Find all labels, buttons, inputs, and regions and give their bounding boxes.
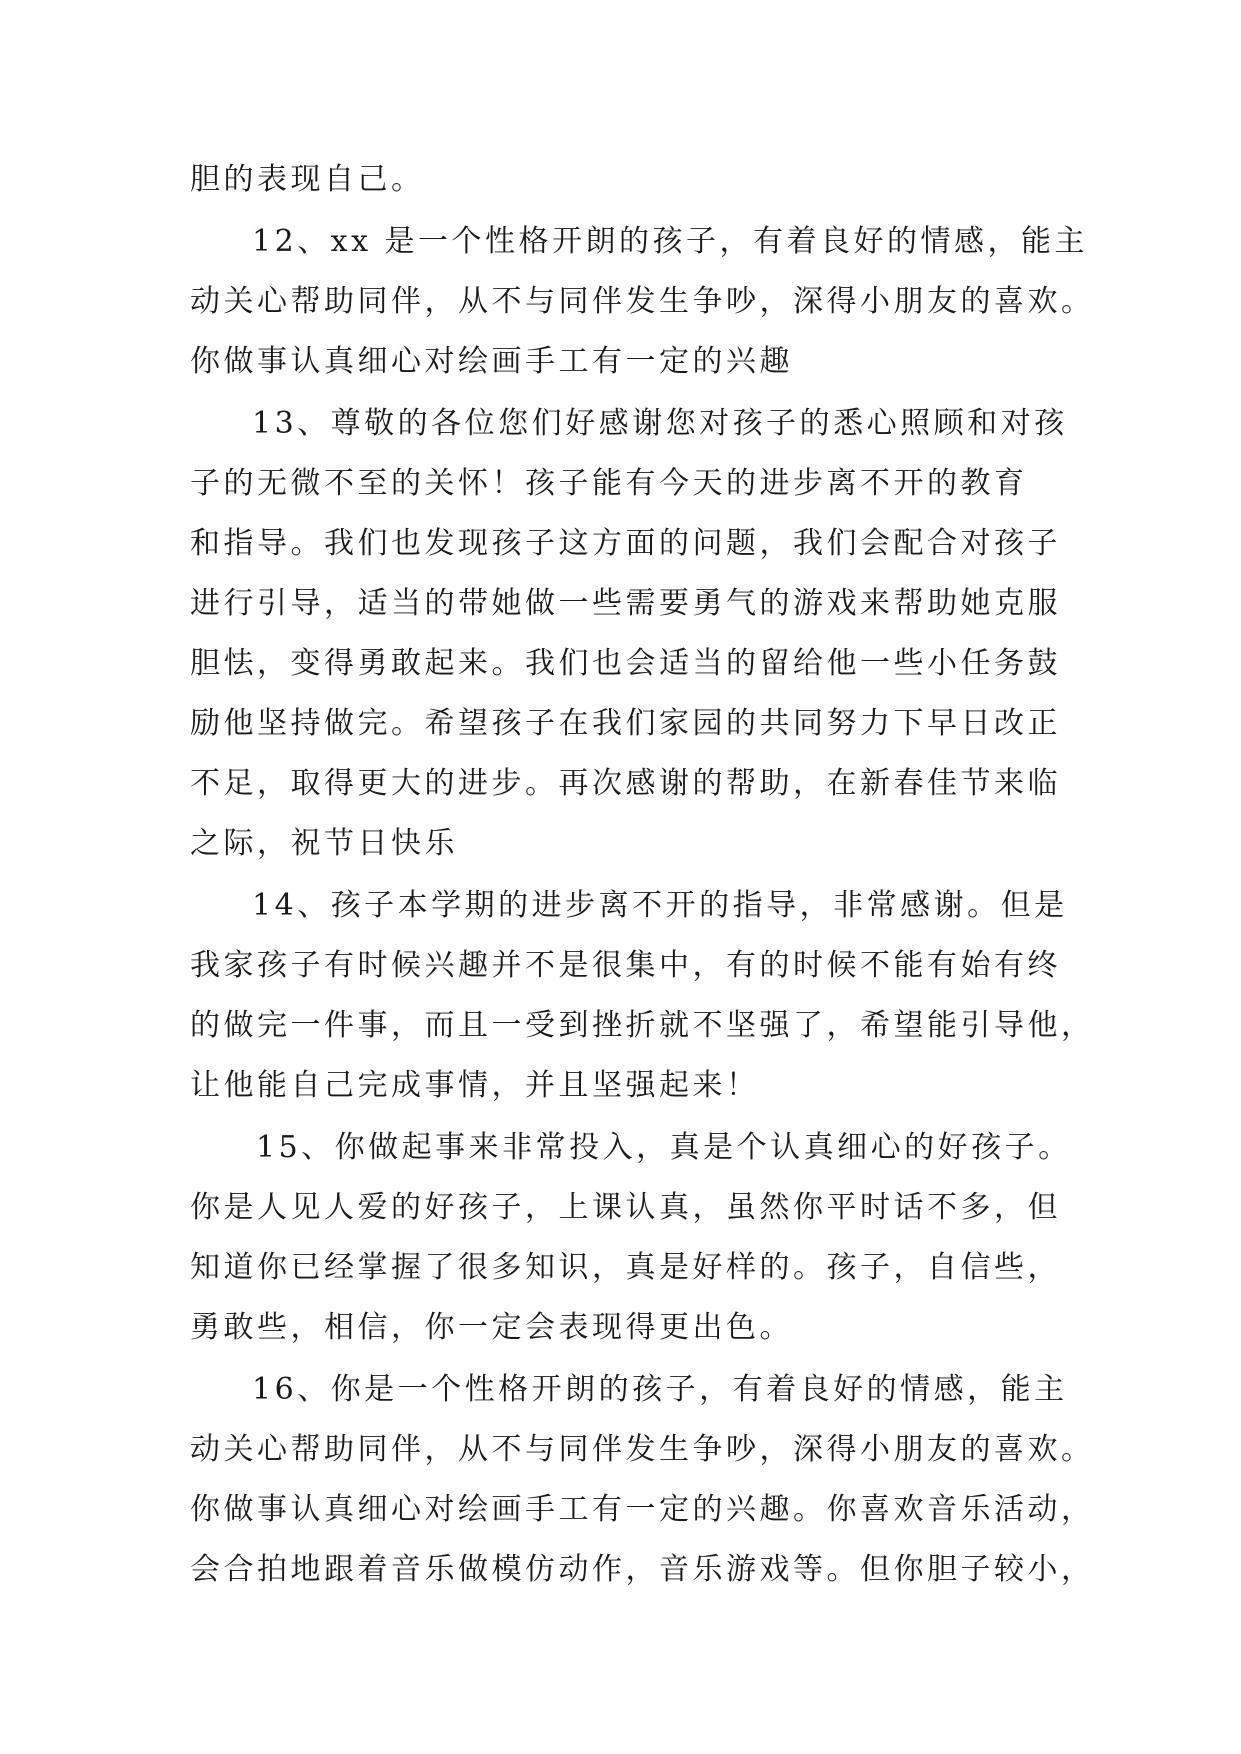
text-line: 之际，祝节日快乐 [190,826,458,861]
text-line: 动关心帮助同伴，从不与同伴发生争吵，深得小朋友的喜欢。 [190,1432,1095,1467]
text-line: 胆怯，变得勇敢起来。我们也会适当的留给他一些小任务鼓 [190,646,1061,681]
text-line: 会合拍地跟着音乐做模仿动作，音乐游戏等。但你胆子较小， [190,1552,1095,1587]
text-line: 励他坚持做完。希望孩子在我们家园的共同努力下早日改正 [190,706,1061,741]
text-line: 让他能自己完成事情，并且坚强起来！ [190,1068,760,1103]
text-line: 你是人见人爱的好孩子，上课认真，虽然你平时话不多，但 [190,1190,1061,1225]
text-line: 你做事认真细心对绘画手工有一定的兴趣。你喜欢音乐活动， [190,1492,1095,1527]
text-line: 子的无微不至的关怀！孩子能有今天的进步离不开的教育 [190,466,1028,501]
text-line: 13、尊敬的各位您们好感谢您对孩子的悉心照顾和对孩 [252,406,1068,441]
text-line: 动关心帮助同伴，从不与同伴发生争吵，深得小朋友的喜欢。 [190,284,1095,319]
text-line: 14、孩子本学期的进步离不开的指导，非常感谢。但是 [252,888,1068,923]
text-line: 进行引导，适当的带她做一些需要勇气的游戏来帮助她克服 [190,586,1061,621]
text-line: 16、你是一个性格开朗的孩子，有着良好的情感，能主 [252,1372,1068,1407]
text-line: 勇敢些，相信，你一定会表现得更出色。 [190,1310,793,1345]
text-line: 的做完一件事，而且一受到挫折就不坚强了，希望能引导他， [190,1008,1095,1043]
text-line: 胆的表现自己。 [190,162,425,197]
text-line: 和指导。我们也发现孩子这方面的问题，我们会配合对孩子 [190,526,1061,561]
text-line: 15、你做起事来非常投入，真是个认真细心的好孩子。 [256,1130,1072,1165]
text-line: 12、xx 是一个性格开朗的孩子，有着良好的情感，能主 [252,224,1089,259]
text-line: 你做事认真细心对绘画手工有一定的兴趣 [190,344,793,379]
text-line: 不足，取得更大的进步。再次感谢的帮助，在新春佳节来临 [190,766,1061,801]
text-line: 我家孩子有时候兴趣并不是很集中，有的时候不能有始有终 [190,948,1061,983]
text-line: 知道你已经掌握了很多知识，真是好样的。孩子，自信些， [190,1250,1061,1285]
